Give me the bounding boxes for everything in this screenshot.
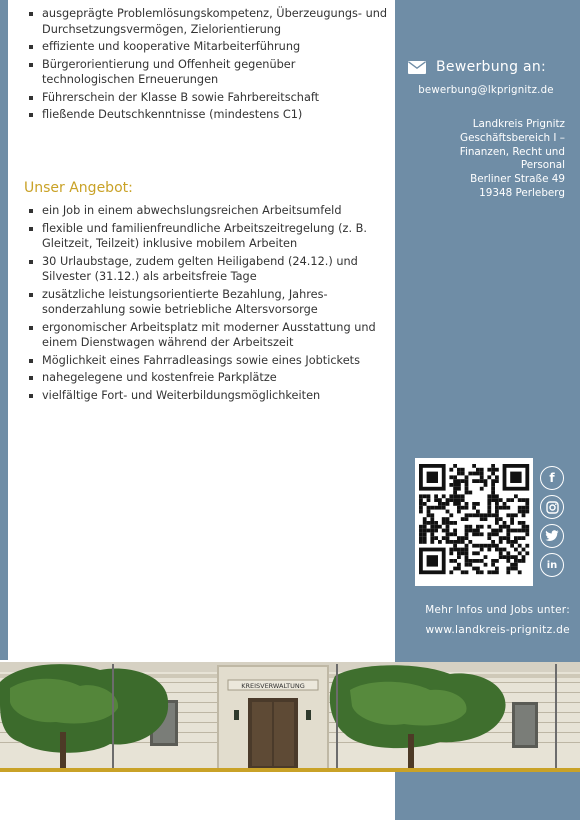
address-line: Finanzen, Recht und (459, 145, 565, 158)
application-email-link[interactable]: bewerbung@lkprignitz.de (418, 85, 554, 96)
more-info-label: Mehr Infos und Jobs unter: (425, 604, 570, 616)
list-item: nahegelegene und kostenfreie Parkplätze (28, 370, 390, 386)
facebook-glyph: f (549, 471, 555, 485)
left-blue-strip (0, 0, 8, 660)
address-line: Geschäftsbereich I – (460, 131, 565, 144)
twitter-bird-glyph (545, 530, 559, 542)
offer-heading: Unser Angebot: (24, 180, 133, 196)
social-links (540, 466, 564, 577)
address-line: Landkreis Prignitz (472, 118, 565, 130)
list-item: flexible und familienfreundliche Arbeitszeitregelung (z. B. Gleitzeit, Teilzeit) inklusive mobilem Arbeiten (28, 221, 390, 252)
website-link[interactable]: www.landkreis-prignitz.de (425, 624, 570, 636)
application-title: Bewerbung an: (436, 59, 547, 75)
facebook-icon[interactable] (540, 466, 564, 490)
postal-address (400, 118, 565, 201)
address-line: 19348 Perleberg (479, 186, 565, 199)
list-item: Möglichkeit eines Fahrradleasings sowie eines Jobtickets (28, 353, 390, 369)
building-illustration (0, 662, 580, 770)
list-item: zusätzliche leistungsorientierte Bezahlung, Jahressonderzahlung sowie betriebliche Altersvorsorge (28, 287, 390, 318)
qr-code-graphic (415, 458, 533, 586)
qr-code[interactable] (415, 458, 533, 586)
application-header (408, 59, 573, 75)
address-line: Berliner Straße 49 (470, 173, 565, 186)
requirements-list (28, 6, 390, 125)
instagram-icon[interactable] (540, 495, 564, 519)
list-item: Führerschein der Klasse B sowie Fahrbereitschaft (28, 90, 390, 106)
list-item: ergonomischer Arbeitsplatz mit moderner Ausstattung und einem Dienstwagen während der Arbeitszeit (28, 320, 390, 351)
building-sign-text: KREISVERWALTUNG (241, 682, 305, 690)
list-item: Bürgerorientierung und Offenheit gegenüber technologischen Erneuerungen (28, 57, 390, 88)
list-item: ein Job in einem abwechslungsreichen Arbeitsumfeld (28, 203, 390, 219)
instagram-glyph (546, 501, 559, 514)
linkedin-glyph: in (546, 559, 558, 571)
list-item: fließende Deutschkenntnisse (mindestens C1) (28, 107, 390, 123)
twitter-icon[interactable] (540, 524, 564, 548)
offer-list (28, 203, 390, 405)
gold-divider (0, 768, 580, 772)
linkedin-icon[interactable] (540, 553, 564, 577)
address-line: Personal (520, 159, 565, 172)
building-photo (0, 662, 580, 770)
envelope-icon (408, 61, 426, 74)
list-item: vielfältige Fort- und Weiterbildungsmöglichkeiten (28, 388, 390, 404)
list-item: 30 Urlaubstage, zudem gelten Heiligabend (24.12.) und Silvester (31.12.) als arbeitsfreie Tage (28, 254, 390, 285)
list-item: ausgeprägte Problemlösungskompetenz, Überzeugungs- und Durchsetzungsvermögen, Zielorientierung (28, 6, 390, 37)
list-item: effiziente und kooperative Mitarbeiterführung (28, 39, 390, 55)
